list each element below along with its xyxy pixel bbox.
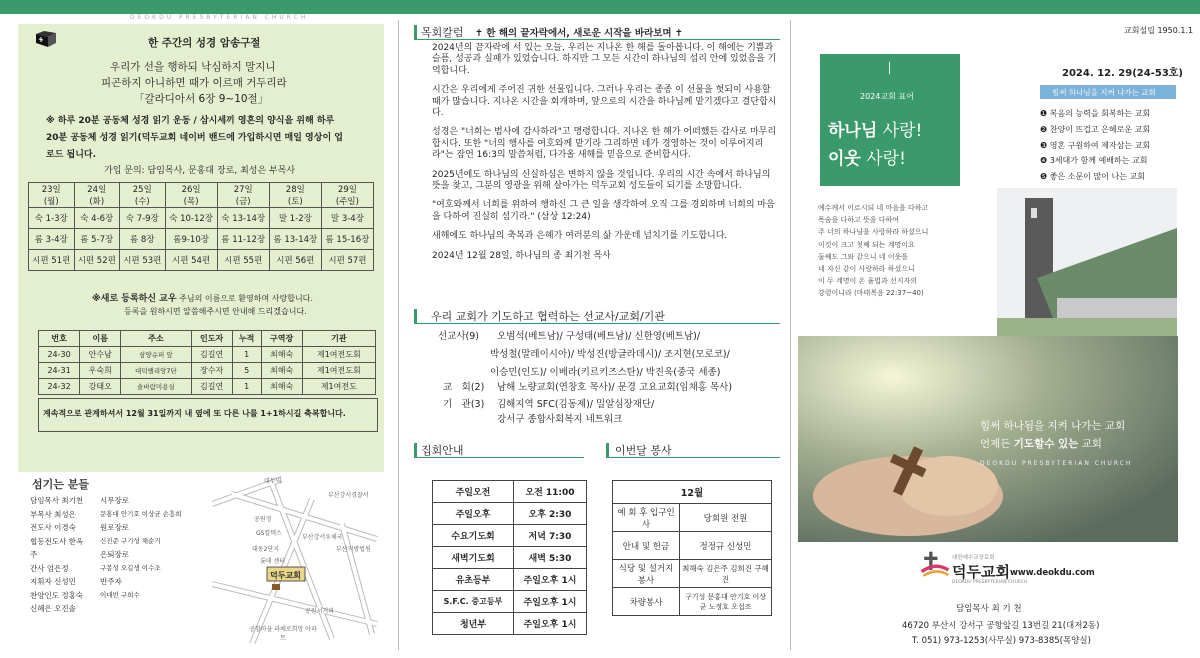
- reg-cell: 1: [232, 347, 261, 363]
- table-row: [433, 525, 587, 547]
- service-role: 식당 및 설거지 봉사: [613, 560, 680, 588]
- service-title: 이번달 봉사: [615, 444, 672, 457]
- missionary-label: 선교사(9): [438, 331, 479, 342]
- reading-day-header: 24일 (화): [74, 183, 120, 208]
- table-row: [613, 560, 772, 588]
- reading-cell: 시편 56편: [269, 250, 321, 271]
- church-label: 교 회(2): [443, 382, 485, 393]
- church-location-map: [212, 474, 382, 644]
- reg-cell: 김길연: [191, 347, 232, 363]
- reading-cell: 롬 3-4장: [29, 229, 75, 250]
- section-rule: [414, 39, 780, 40]
- table-row: [613, 588, 772, 616]
- reg-cell: 제1여전도회: [302, 347, 375, 363]
- reading-cell: 롬 11-12장: [217, 229, 269, 250]
- section-rule: [414, 323, 780, 324]
- reading-cell: 시편 54편: [165, 250, 217, 271]
- missionary-line1: 오범석(베트남)/ 구성태(베트남)/ 신한영(베트남)/: [497, 331, 701, 342]
- servant-row: 찬양인도 정홍숙: [30, 590, 84, 600]
- reading-cell: 숙 10-12장: [165, 208, 217, 229]
- servant-row: 전도사 이경숙: [30, 523, 76, 532]
- missions-title: 우리 교회가 기도하고 협력하는 선교사/교회/기관: [431, 310, 665, 323]
- reading-cell: 시편 53편: [120, 250, 166, 271]
- logo-church-name: 덕두교회: [952, 563, 1010, 581]
- scripture-text: [818, 202, 928, 300]
- map-label: 부산강서경찰서: [328, 492, 369, 499]
- reg-cell: 강태오: [80, 379, 121, 395]
- table-row: [613, 532, 772, 560]
- table-row: [433, 591, 587, 613]
- reading-cell: 숙 7-9장: [120, 208, 166, 229]
- editorial-paragraph: 성경은 "너희는 범사에 감사하라"고 명령합니다. 지나온 한 해가 어떠했든 감사로 마무리합시다. 또한 "너의 행사를 여호와께 맡기라 그리하면 네가 경영하는 것이 이루어지리라"는 잠언 16:3의 말씀처럼, 다가올 새해를 믿음으로 준비합시다.: [432, 127, 777, 161]
- map-church-label: 덕두교회: [270, 571, 301, 580]
- reg-cell: 1: [232, 379, 261, 395]
- reading-cell: 말 3-4장: [321, 208, 373, 229]
- logo-denomination: 대한예수교장로회: [952, 555, 995, 561]
- church-building-photo: [997, 188, 1177, 338]
- reading-notice-l1: ※ 하루 20분 공동체 성경 읽기 운동 / 삼시세끼 영혼의 양식을 위해 하루: [46, 116, 335, 126]
- meeting-time: 주일오후 1시: [513, 591, 586, 613]
- reg-cell: 제1여전도: [302, 379, 375, 395]
- institution-line1: 김해지역 SFC(김동제)/ 밀알심장재단/: [497, 399, 655, 410]
- section-bar: [414, 443, 417, 457]
- service-role: 예 회 후 입구인사: [613, 504, 680, 532]
- photo-caption-line1: 힘써 하나됨을 지켜 나가는 교회: [980, 420, 1126, 432]
- meeting-name: 주일오전: [433, 481, 514, 503]
- reg-cell: 안수남: [80, 347, 121, 363]
- meeting-name: S.F.C. 중고등부: [433, 591, 514, 613]
- reg-cell: 24-30: [39, 347, 80, 363]
- servant-row: 신진준 구기성 채순기: [100, 536, 161, 545]
- servant-row: 지휘자 신성민: [30, 577, 76, 586]
- reading-cell: 롬 13-14장: [269, 229, 321, 250]
- reg-cell: 삼양슈퍼 앞: [121, 347, 191, 363]
- slogan-line1: 하나님 사랑!: [828, 121, 923, 141]
- section-bar: [414, 25, 417, 39]
- scripture-line: 네 자신 같이 사랑하라 하셨으니: [818, 265, 915, 274]
- reading-cell: 시편 55편: [217, 250, 269, 271]
- registration-title: ※새로 등록하신 교우 주님의 이름으로 환영하며 사랑합니다.: [92, 294, 313, 304]
- memory-verse-line1: 우리가 선을 행하되 낙심하지 말지니: [110, 61, 276, 73]
- goal-item: ❹ 3세대가 함께 예배하는 교회: [1040, 156, 1148, 166]
- section-rule: [414, 457, 584, 458]
- reading-cell: 롬 8장: [120, 229, 166, 250]
- reading-day-header: 25일 (수): [120, 183, 166, 208]
- servant-row: 신혜은 오진솔: [30, 604, 76, 613]
- registration-footnote: 계속적으로 관계하셔서 12월 31일까지 내 옆에 또 다른 나를 1+1하시길 축복합니다.: [43, 409, 346, 418]
- reading-day-header: 27일 (금): [217, 183, 269, 208]
- reading-cell: 롬 5-7장: [74, 229, 120, 250]
- reg-cell: 우숙희: [80, 363, 121, 379]
- service-role: 차량봉사: [613, 588, 680, 616]
- map-label: 대동2단지: [252, 546, 280, 553]
- missionary-line3: 이승민(인도)/ 이베라(키르키즈스탄)/ 박진욱(중국 세종): [490, 367, 721, 378]
- reg-header: 누적: [232, 331, 261, 347]
- meeting-time: 저녁 7:30: [513, 525, 586, 547]
- map-label: 대두역: [264, 478, 282, 485]
- reg-cell: 대덕팰리앙7단: [121, 363, 191, 379]
- institution-line2: 강서구 종합사회복지 네트워크: [497, 414, 623, 425]
- table-row: [433, 613, 587, 635]
- founded-date: 교회설립 1950.1.1: [1124, 26, 1194, 35]
- reg-cell: 솔바람미용실: [121, 379, 191, 395]
- issue-date: 2024. 12. 29(24-53호): [1062, 68, 1184, 79]
- registration-footnote-box: [38, 398, 378, 432]
- scripture-line: 목숨을 다하고 뜻을 다하여: [818, 216, 900, 225]
- memory-verse-line2: 피곤하지 아니하면 때가 이르매 거두리라: [101, 77, 287, 89]
- scripture-line: 강령이니라 (마태복음 22:37~40): [818, 289, 924, 298]
- servant-row: 원로장로: [100, 523, 129, 532]
- memory-title: 한 주간의 성경 암송구절: [148, 37, 261, 49]
- table-row: [39, 363, 376, 379]
- scripture-line: 이것이 크고 첫째 되는 계명이요: [818, 240, 915, 249]
- servant-row: 문홍대 안기호 이상균 손흥희: [100, 509, 182, 518]
- editorial-body: [432, 43, 777, 262]
- reading-day-header: 26일 (목): [165, 183, 217, 208]
- meeting-name: 주일오후: [433, 503, 514, 525]
- scripture-line: 이 두 계명이 온 율법과 선지자의: [818, 277, 918, 286]
- photo-caption-line2: 언제든 기도할수 있는 교회: [980, 438, 1102, 450]
- servants-list-2: [100, 494, 210, 602]
- reading-day-header: 29일 (주일): [321, 183, 373, 208]
- reading-cell: 롬9-10장: [165, 229, 217, 250]
- servants-title: 섬기는 분들: [32, 478, 89, 491]
- goal-item: ❺ 좋은 소문이 많이 나는 교회: [1040, 172, 1145, 182]
- goal-item: ❶ 복음의 능력을 회복하는 교회: [1040, 109, 1151, 118]
- meeting-name: 유초등부: [433, 569, 514, 591]
- reg-header: 주소: [121, 331, 191, 347]
- editorial-signature: 2024년 12월 28일, 하나님의 종 최기천 목사: [432, 250, 611, 261]
- map-label: 공항마을 라베로희망 아파트: [249, 626, 317, 642]
- meeting-time: 오후 2:30: [513, 503, 586, 525]
- meeting-name: 수요기도회: [433, 525, 514, 547]
- church-phone: T. 051) 973-1253(사무실) 973-8385(목양실): [912, 636, 1091, 646]
- reg-cell: 장수자: [191, 363, 232, 379]
- reading-day-header: 28일 (토): [269, 183, 321, 208]
- reg-header: 인도자: [191, 331, 232, 347]
- reading-day-header: 23일 (월): [29, 183, 75, 208]
- section-bar: [414, 309, 417, 323]
- reg-header: 번호: [39, 331, 80, 347]
- pastor-name: 담임목사 최 기 천: [956, 604, 1022, 614]
- service-table: [612, 480, 772, 616]
- editorial-paragraph: 2024년의 끝자락에 서 있는 오늘, 우리는 지나온 한 해를 돌아봅니다. 이 해에는 기쁨과 슬픔, 성공과 실패가 있었습니다. 하지만 그 모든 시간이 하나님의 섭리 안에 있었음을 기억합니다.: [432, 43, 777, 76]
- reg-header: 구역장: [261, 331, 302, 347]
- table-row: [39, 379, 376, 395]
- servant-row: 담임목사 최기천: [30, 496, 84, 505]
- fold-divider: [790, 20, 791, 650]
- motto-badge-text: 힘써 하나님을 지켜 나가는 교회: [1052, 88, 1156, 97]
- reg-cell: 제1여전도회: [302, 363, 375, 379]
- reading-cell: 롬 15-16장: [321, 229, 373, 250]
- logo-en: DEOKDU PRESBYTERIAN CHURCH: [952, 580, 1028, 585]
- service-people: 정정규 신성민: [680, 532, 772, 560]
- church-line1: 남해 노량교회(연창호 목사)/ 문경 고요교회(임채홍 목사): [497, 382, 733, 393]
- servant-row: 협동전도사 한옥주: [30, 536, 84, 559]
- table-row: [433, 503, 587, 525]
- servant-row: 간사 엄은정: [30, 563, 69, 573]
- service-people: 구기성 문홍대 안기호 이상균 노정호 오섭조: [680, 588, 772, 616]
- reg-header: 기관: [302, 331, 375, 347]
- registration-table: [38, 330, 376, 395]
- meeting-name: 청년부: [433, 613, 514, 635]
- church-logo-icon: [920, 550, 950, 580]
- church-website-link[interactable]: www.deokdu.com: [1010, 568, 1095, 578]
- table-row: [39, 347, 376, 363]
- reg-cell: 5: [232, 363, 261, 379]
- reading-schedule-table: [28, 182, 374, 271]
- institution-label: 기 관(3): [443, 399, 485, 410]
- reading-cell: 숙 4-6장: [74, 208, 120, 229]
- servant-row: 반주자: [100, 577, 122, 586]
- map-label: 공원서거리: [305, 608, 334, 615]
- goal-item: ❸ 영혼 구원하여 제자삼는 교회: [1040, 140, 1151, 150]
- meeting-time: 주일오후 1시: [513, 569, 586, 591]
- meeting-name: 새벽기도회: [433, 547, 514, 569]
- map-label: GS칼텍스: [256, 530, 282, 537]
- service-people: 당회원 전원: [680, 504, 772, 532]
- map-label: 롯데 센터: [260, 558, 286, 565]
- scripture-line: 예수께서 이르시되 네 마음을 다하고: [818, 204, 929, 212]
- goals-list: [1040, 106, 1150, 185]
- meetings-table: [432, 480, 587, 635]
- missionary-line2: 박성철(말레이시아)/ 박성진(방글라데시)/ 조지현(모로코)/: [490, 349, 730, 360]
- memory-verse-reference: 「갈라디아서 6장 9~10절」: [134, 93, 269, 105]
- servant-row: 이대빈 구희수: [100, 590, 140, 599]
- top-banner: [0, 0, 1200, 14]
- reading-cell: 숙 13-14장: [217, 208, 269, 229]
- servant-row: 시무장로: [100, 496, 129, 505]
- service-people: 최해숙 김은주 김희진 구혜진: [680, 560, 772, 588]
- registration-subtitle: 등록을 원하시면 알씀해주시면 안내해 드리겠습니다.: [124, 307, 307, 316]
- servant-row: 은퇴장로: [100, 550, 129, 559]
- bible-icon: [34, 30, 58, 48]
- church-banner-text: DEOKDU PRESBYTERIAN CHURCH: [130, 14, 309, 21]
- reading-cell: 숙 1-3장: [29, 208, 75, 229]
- reading-cell: 말 1-2장: [269, 208, 321, 229]
- servants-list: [30, 494, 90, 616]
- reg-cell: 최해숙: [261, 347, 302, 363]
- map-label: 부산지방법원: [336, 546, 371, 553]
- meetings-title: 집회안내: [421, 444, 464, 457]
- goal-item: ❷ 찬양이 뜨겁고 은혜로운 교회: [1040, 124, 1151, 134]
- reg-cell: 최해숙: [261, 379, 302, 395]
- editorial-paragraph: 새해에도 하나님의 축복과 은혜가 여러분의 삶 가운데 넘치기를 기도합니다.: [432, 231, 728, 242]
- editorial-paragraph: 2025년에도 하나님의 신실하심은 변하지 않을 것입니다. 우리의 시간 속에서 하나님의 뜻을 찾고, 그분의 영광을 위해 살아가는 덕두교회 성도들이 되기를 소망합니다.: [432, 169, 771, 192]
- servant-row: 부목사 최성은: [30, 509, 76, 519]
- editorial-paragraph: 시간은 우리에게 주어진 귀한 선물입니다. 그러나 우리는 종종 이 선물을 헛되이 사용할 때가 많습니다. 지나온 시간을 회개하며, 앞으로의 시간을 하나님께 맡기겠다고 결단합시다.: [432, 85, 777, 119]
- servant-row: 구봉성 오길생 이수조: [100, 563, 161, 572]
- table-row: [613, 504, 772, 532]
- service-role: 안내 및 헌금: [613, 532, 680, 560]
- editorial-paragraph: "여호와께서 너희를 위하여 행하신 그 큰 일을 생각하여 오직 그를 경외하며 너희의 마음을 다하여 진실히 섬기라." (삼상 12:24): [432, 200, 775, 222]
- church-address: 46720 부산시 강서구 공항앞길 13번길 21(대저2동): [902, 621, 1100, 631]
- reading-cell: 시편 57편: [321, 250, 373, 271]
- meeting-time: 주일오후 1시: [513, 613, 586, 635]
- slogan-line2: 이웃 사랑!: [828, 149, 906, 169]
- motto-badge: [1040, 85, 1176, 99]
- map-label: 부산강서우체국: [302, 534, 343, 541]
- table-row: [433, 547, 587, 569]
- reg-cell: 24-32: [39, 379, 80, 395]
- scripture-line: 둘째도 그와 같으니 네 이웃을: [818, 252, 909, 261]
- meeting-time: 새벽 5:30: [513, 547, 586, 569]
- map-label: 공원정: [254, 516, 272, 523]
- table-row: [433, 569, 587, 591]
- service-month: 12월: [613, 481, 772, 504]
- reg-cell: 24-31: [39, 363, 80, 379]
- slogan-year: 2024교회 표어: [860, 92, 914, 101]
- meeting-time: 오전 11:00: [513, 481, 586, 503]
- fold-divider: [398, 20, 399, 650]
- reg-cell: 김길연: [191, 379, 232, 395]
- reg-cell: 최해숙: [261, 363, 302, 379]
- section-rule: [606, 457, 780, 458]
- reading-notice-l3: 로드 됩니다.: [46, 150, 97, 160]
- slogan-divider: [889, 62, 890, 74]
- reading-notice-l2: 20분 공동체 성경 읽기(덕두교회 네이버 밴드에 가입하시면 매일 영상이 업: [46, 133, 343, 143]
- photo-caption-en: DEOKDU PRESBYTERIAN CHURCH: [980, 460, 1133, 467]
- scripture-line: 주 너의 하나님을 사랑하라 하셨으니: [818, 228, 929, 237]
- reading-cell: 시편 51편: [29, 250, 75, 271]
- table-row: [433, 481, 587, 503]
- reading-cell: 시편 52편: [74, 250, 120, 271]
- section-bar: [606, 443, 609, 457]
- editorial-label: 목회칼럼: [421, 26, 464, 39]
- reading-contact: 가입 문의: 담임목사, 문홍대 장로, 최성은 부목사: [104, 166, 296, 176]
- editorial-title: ✝ 한 해의 끝자락에서, 새로운 시작을 바라보며 ✝: [475, 28, 683, 39]
- reg-header: 이름: [80, 331, 121, 347]
